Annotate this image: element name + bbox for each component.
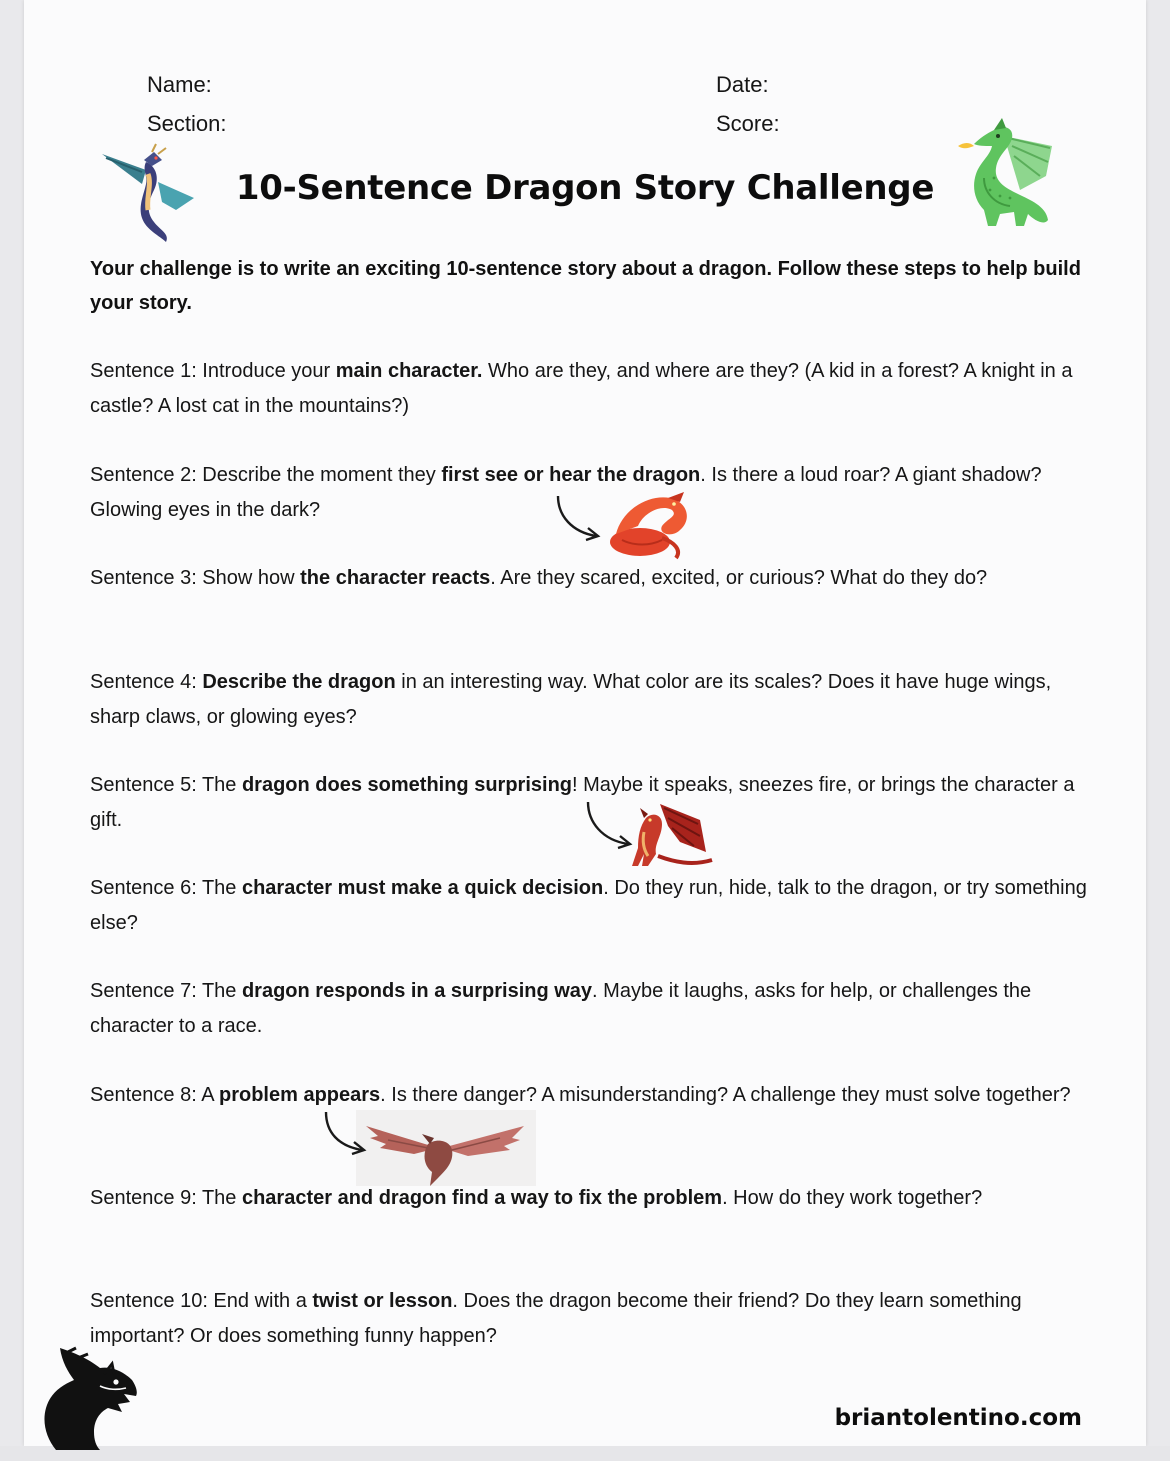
sentence-7: Sentence 7: The dragon responds in a surprising way. Maybe it laughs, asks for help, or challenges the character to a race. <box>90 980 1032 1037</box>
sentence-2: Sentence 2: Describe the moment they first see or hear the dragon. Is there a loud roar? A giant shadow? Glowing eyes in the dark? <box>90 464 1042 521</box>
sentence-4: Sentence 4: Describe the dragon in an interesting way. What color are its scales? Does it have huge wings, sharp claws, or glowing eyes? <box>90 671 1052 728</box>
sentence-9: Sentence 9: The character and dragon find a way to fix the problem. How do they work together? <box>90 1187 983 1209</box>
red-winged-dragon-icon <box>632 804 712 866</box>
sentence-8: Sentence 8: A problem appears. Is there danger? A misunderstanding? A challenge they must solve together? <box>90 1084 1071 1106</box>
page-bottom-strip <box>0 1446 1170 1461</box>
curved-arrow-icon <box>558 496 598 540</box>
sentence-10: Sentence 10: End with a twist or lesson. Does the dragon become their friend? Do they learn something important? Or does something funny happen? <box>90 1290 1022 1347</box>
date-label: Date: <box>716 72 769 97</box>
curved-arrow-icon <box>588 802 630 848</box>
sentence-5: Sentence 5: The dragon does something surprising! Maybe it speaks, sneezes fire, or brings the character a gift. <box>90 774 1075 831</box>
score-label: Score: <box>716 111 780 136</box>
sentence-1: Sentence 1: Introduce your main character. Who are they, and where are they? (A kid in a forest? A knight in a castle? A lost cat in the mountains?) <box>90 360 1073 417</box>
red-coiled-dragon-icon <box>610 492 687 558</box>
red-coiled-dragon-decoration <box>552 490 702 564</box>
flying-brown-dragon-decoration <box>318 1108 540 1188</box>
sentence-3: Sentence 3: Show how the character reacts. Are they scared, excited, or curious? What do they do? <box>90 567 988 589</box>
section-label: Section: <box>147 111 227 136</box>
green-fire-dragon-icon <box>954 116 1058 232</box>
black-dragon-silhouette-icon <box>38 1346 144 1450</box>
sentence-6: Sentence 6: The character must make a quick decision. Do they run, hide, talk to the dragon, or try something else? <box>90 877 1087 934</box>
intro-text: Your challenge is to write an exciting 10-sentence story about a dragon. Follow these steps to help build your story. <box>90 258 1081 314</box>
red-winged-dragon-decoration <box>582 796 722 872</box>
page-title: 10-Sentence Dragon Story Challenge <box>235 168 935 208</box>
website-footer[interactable]: briantolentino.com <box>834 1405 1082 1431</box>
name-label: Name: <box>147 72 212 97</box>
